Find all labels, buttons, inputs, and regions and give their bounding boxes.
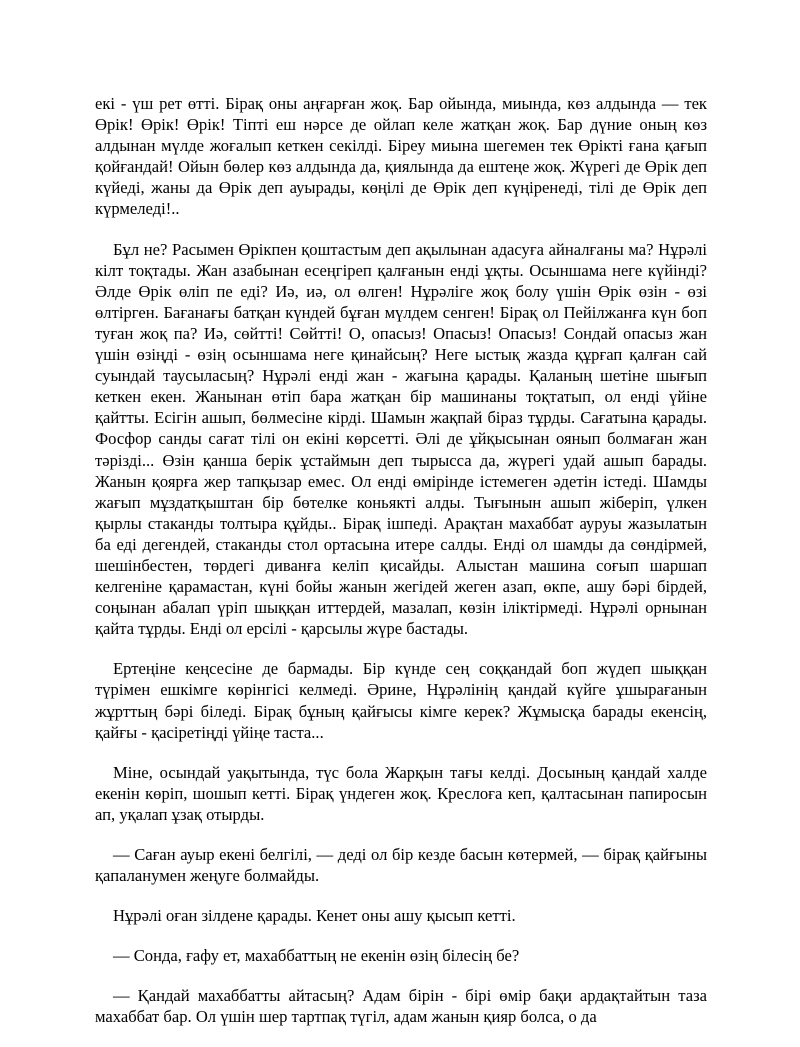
paragraph: — Сонда, ғафу ет, махаббаттың не екенін өзің білесің бе? <box>113 946 520 966</box>
paragraph: Нұрәлі оған зілдене қарады. Кенет оны ашу қысып кетті. <box>113 906 516 926</box>
paragraph: Ертеңіне кеңсесіне де бармады. Бір күнде сең соққандай боп жүдеп шыққан түрімен ешкімге көрінгісі келмеді. Әрине, Нұрәлінің қандай күйге ұшырағанын жұрттың бәрі біледі. Бірақ бұның қайғысы кімге керек? Жұмысқа барады екенсің, қайғы - қасіретіңді үйіңе таста... <box>95 659 707 742</box>
paragraph: — Қандай махаббатты айтасың? Адам бірін - бірі өмір бақи ардақтайтын таза махаббат бар. Ол үшін шер тартпақ түгіл, адам жанын қияр болса, о да <box>95 986 707 1027</box>
document-page <box>95 93 707 1047</box>
paragraph: екі - үш рет өтті. Бірақ оны аңғарған жоқ. Бар ойында, миында, көз алдында — тек Өрік! Өрік! Өрік! Тіпті еш нәрсе де ойлап келе жатқан жоқ. Бар дүние оның көз алдынан мүлде жоғалып кеткен секілді. Біреу миына шегемен тек Өрікті ғана қағып қойғандай! Ойын бөлер көз алдында да, қиялында да ештеңе жоқ. Жүрегі де Өрік деп күйеді, жаны да Өрік деп ауырады, көңілі де Өрік деп күңіренеді, тілі де Өрік деп күрмеледі!.. <box>95 94 707 219</box>
paragraph: Бұл не? Расымен Өрікпен қоштастым деп ақылынан адасуға айналғаны ма? Нұрәлі кілт тоқтады. Жан азабынан есеңгіреп қалғанын енді ұқты. Осыншама неге күйінді? Әлде Өрік өліп пе еді? Иә, иә, ол өлген! Нұрәліге жоқ болу үшін Өрік өзін - өзі өлтірген. Бағанағы батқан күндей бұған мүлдем сенген! Бірақ ол Пейілжанға күн боп туған жоқ па? Иә, сөйтті! Сөйтті! О, опасыз! Опасыз! Опасыз! Сондай опасыз жан үшін өзіңді - өзің осыншама неге қинайсың? Неге ыстық жазда құрғап қалған сай суындай таусыласың? Нұрәлі енді жан - жағына қарады. Қаланың шетіне шығып кеткен екен. Жанынан өтіп бара жатқан бір машинаны тоқтатып, ол енді үйіне қайтты. Есігін ашып, бөлмесіне кірді. Шамын жақпай біраз тұрды. Сағатына қарады. Фосфор санды сағат тілі он екіні көрсетті. Әлі де ұйқысынан оянып болмаған жан тәрізді... Өзін қанша берік ұстаймын деп тырысса да, жүрегі удай ашып барады. Жанын қоярға жер тапқызар емес. Ол енді өмірінде істемеген әдетін істеді. Шамды жағып мұздатқыштан бір бөтелке коньякті алды. Тығынын ашып жіберіп, үлкен қырлы стаканды толтыра құйды.. Бірақ ішпеді. Арақтан махаббат ауруы жазылатын ба еді дегендей, стаканды стол ортасына итере салды. Енді ол шамды да сөндірмей, шешінбестен, төрдегі диванға келіп қисайды. Алыстан машина соғып шаршап келгеніне қарамастан, күні бойы жанын жегідей жеген азап, өкпе, ашу бәрі бірдей, соңынан абалап үріп шыққан иттердей, мазалап, көзін іліктірмеді. Нұрәлі орнынан қайта тұрды. Енді ол ерсілі - қарсылы жүре бастады. <box>95 239 707 639</box>
paragraph: — Саған ауыр екені белгілі, — деді ол бір кезде басын көтермей, — бірақ қайғыны қапаланумен жеңуге болмайды. <box>95 845 707 886</box>
paragraph: Міне, осындай уақытында, түс бола Жарқын тағы келді. Досының қандай халде екенін көріп, шошып кетті. Бірақ үндеген жоқ. Креслоға кеп, қалтасынан папиросын ап, уқалап ұзақ отырды. <box>95 762 707 824</box>
